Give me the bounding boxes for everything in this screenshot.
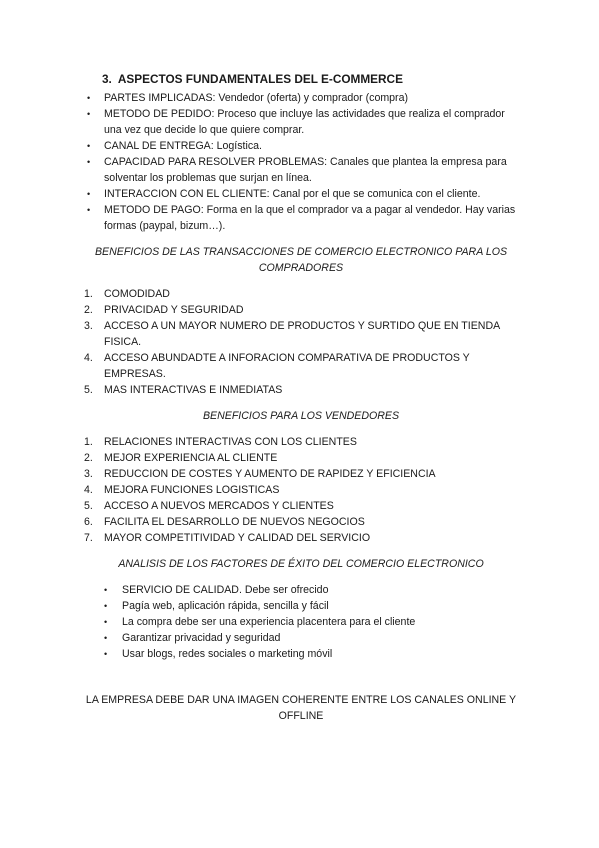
list-item: • La compra debe ser una experiencia placentera para el cliente [104,616,416,628]
list-number: 4. [84,484,93,496]
fundamentals-list [84,90,518,234]
list-number: 6. [84,516,93,528]
bullet-icon: • [104,633,108,643]
list-number: 3. [84,320,93,332]
list-item: 2. MEJOR EXPERIENCIA AL CLIENTE [84,452,278,464]
list-item: • SERVICIO DE CALIDAD. Debe ser ofrecido [104,584,329,596]
sellers-benefits-list [84,434,518,546]
list-item: 3. ACCESO A UN MAYOR NUMERO DE PRODUCTOS Y SURTIDO QUE EN TIENDA FISICA. [84,320,500,348]
buyers-benefits-list [84,286,518,398]
success-factors-title: ANALISIS DE LOS FACTORES DE ÉXITO DEL COMERCIO ELECTRONICO [118,558,484,570]
bullet-icon: • [104,617,108,627]
bullet-icon: • [87,189,91,199]
section-title: ASPECTOS FUNDAMENTALES DEL E-COMMERCE [117,72,403,86]
list-number: 5. [84,500,93,512]
document-content [84,70,518,724]
list-item: 1. RELACIONES INTERACTIVAS CON LOS CLIENTES [84,436,357,448]
buyers-benefits-title: BENEFICIOS DE LAS TRANSACCIONES DE COMERCIO ELECTRONICO PARA LOS COMPRADORES [94,246,508,274]
list-item: 3. REDUCCION DE COSTES Y AUMENTO DE RAPIDEZ Y EFICIENCIA [84,468,436,480]
list-item: • Usar blogs, redes sociales o marketing móvil [104,648,333,660]
list-item: 6. FACILITA EL DESARROLLO DE NUEVOS NEGOCIOS [84,516,365,528]
bullet-icon: • [87,93,91,103]
success-factors-list [84,582,518,662]
list-item: • Pagía web, aplicación rápida, sencilla y fácil [104,600,329,612]
list-number: 3. [84,468,93,480]
list-number: 7. [84,532,93,544]
list-item: • CANAL DE ENTREGA: Logística. [87,140,262,152]
sellers-benefits-title: BENEFICIOS PARA LOS VENDEDORES [202,410,400,422]
section-heading [102,70,518,88]
bullet-icon: • [104,585,108,595]
section-number: 3. [102,72,112,86]
list-item: • METODO DE PAGO: Forma en la que el comprador va a pagar al vendedor. Hay varias formas (paypal, bizum…). [87,204,516,232]
list-item: 5. MAS INTERACTIVAS E INMEDIATAS [84,384,283,396]
list-item: 4. ACCESO ABUNDADTE A INFORACION COMPARATIVA DE PRODUCTOS Y EMPRESAS. [84,352,470,380]
list-item: • Garantizar privacidad y seguridad [104,632,281,644]
bullet-icon: • [87,141,91,151]
closing-statement: LA EMPRESA DEBE DAR UNA IMAGEN COHERENTE ENTRE LOS CANALES ONLINE Y OFFLINE [85,694,517,722]
list-number: 1. [84,288,93,300]
list-item: • PARTES IMPLICADAS: Vendedor (oferta) y comprador (compra) [87,92,408,104]
list-item: • INTERACCION CON EL CLIENTE: Canal por el que se comunica con el cliente. [87,188,481,200]
list-number: 2. [84,304,93,316]
list-number: 5. [84,384,93,396]
list-item: 7. MAYOR COMPETITIVIDAD Y CALIDAD DEL SERVICIO [84,532,371,544]
bullet-icon: • [104,601,108,611]
list-item: • METODO DE PEDIDO: Proceso que incluye las actividades que realiza el comprador una vez que decide lo que quiere comprar. [87,108,505,136]
list-item: 2. PRIVACIDAD Y SEGURIDAD [84,304,244,316]
bullet-icon: • [87,205,91,215]
bullet-icon: • [87,109,91,119]
list-item: 1. COMODIDAD [84,288,170,300]
list-item: • CAPACIDAD PARA RESOLVER PROBLEMAS: Canales que plantea la empresa para solventar los problemas que surjan en línea. [87,156,507,184]
list-number: 4. [84,352,93,364]
bullet-icon: • [104,649,108,659]
list-number: 1. [84,436,93,448]
bullet-icon: • [87,157,91,167]
list-item: 5. ACCESO A NUEVOS MERCADOS Y CLIENTES [84,500,334,512]
list-number: 2. [84,452,93,464]
list-item: 4. MEJORA FUNCIONES LOGISTICAS [84,484,280,496]
